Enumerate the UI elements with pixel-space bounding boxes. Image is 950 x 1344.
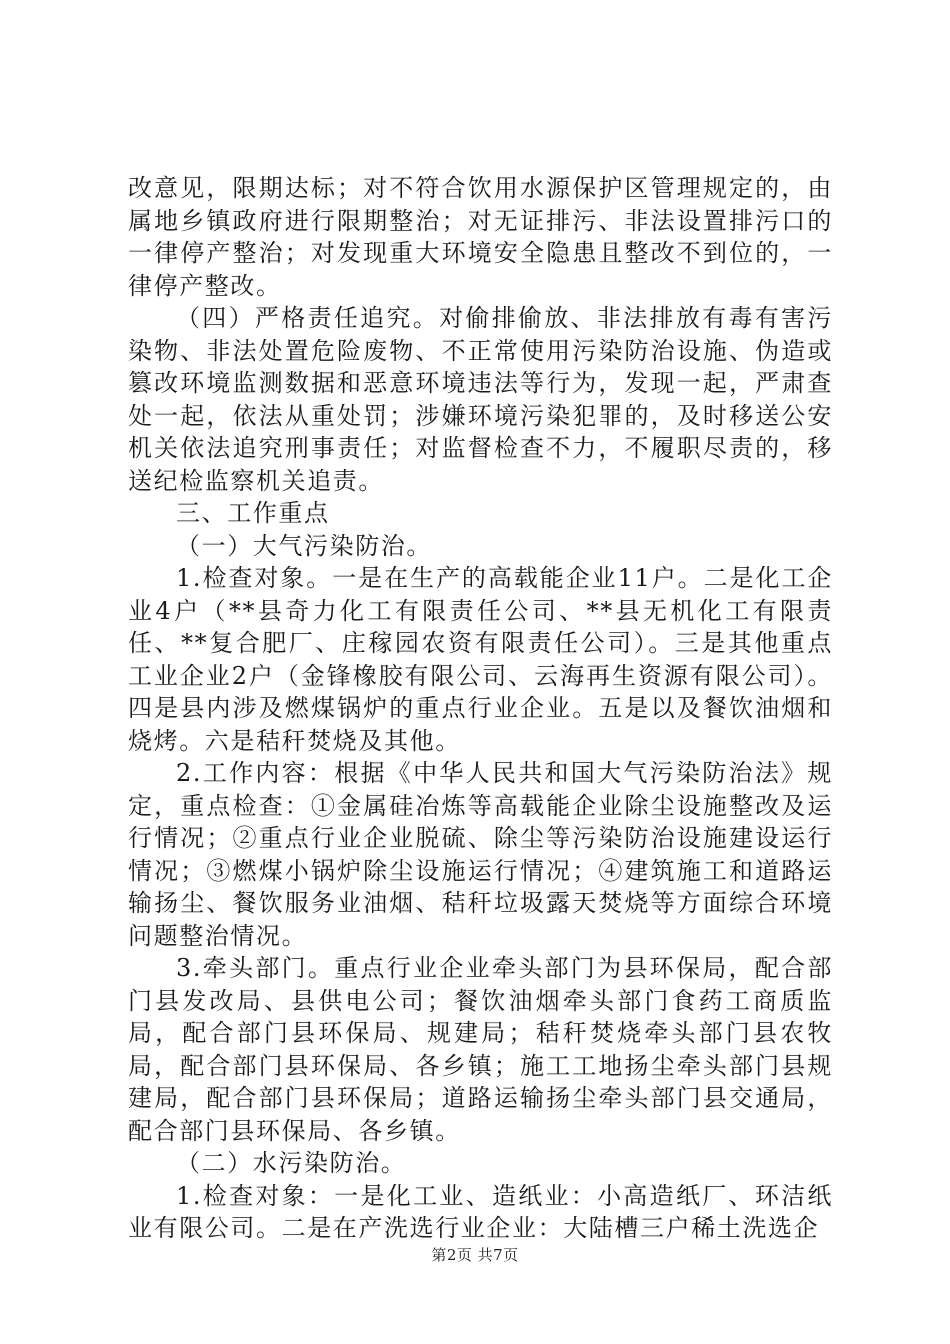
paragraph-continuation: 改意见，限期达标；对不符合饮用水源保护区管理规定的，由属地乡镇政府进行限期整治；对无证排污、非法设置排污口的一律停产整治；对发现重大环境安全隐患且整改不到位的，一律停产整改。: [128, 174, 833, 300]
page-footer: 第2页 共7页: [431, 1246, 519, 1264]
subsection-heading-air-pollution: （一）大气污染防治。: [176, 531, 432, 560]
paragraph-accountability: （四）严格责任追究。对偷排偷放、非法排放有毒有害污染物、非法处置危险废物、不正常使用污染防治设施、伪造或篡改环境监测数据和恶意环境违法等行为，发现一起，严肃查处一起，依法从重处罚；涉嫌环境污染犯罪的，及时移送公安机关依法追究刑事责任；对监督检查不力，不履职尽责的，移送纪检监察机关追责。: [128, 304, 833, 495]
document-body: [128, 172, 833, 1245]
paragraph-air-work-content: 2.工作内容：根据《中华人民共和国大气污染防治法》规定，重点检查：①金属硅冶炼等高载能企业除尘设施整改及运行情况；②重点行业企业脱硫、除尘等污染防治设施建设运行情况；③燃煤小锅炉除尘设施运行情况；④建筑施工和道路运输扬尘、餐饮服务业油烟、秸秆垃圾露天焚烧等方面综合环境问题整治情况。: [128, 759, 833, 950]
subsection-heading-water-pollution: （二）水污染防治。: [176, 1149, 407, 1177]
paragraph-water-inspection-targets: 1.检查对象：一是化工业、造纸业：小高造纸厂、环洁纸业有限公司。二是在产洗选行业企业：大陆槽三户稀土洗选企: [128, 1181, 833, 1242]
section-heading-work-focus: 三、工作重点: [176, 499, 330, 527]
paragraph-air-inspection-targets: 1.检查对象。一是在生产的高载能企业11户。二是化工企业4户（**县奇力化工有限责任公司、**县无机化工有限责任、**复合肥厂、庄稼园农资有限责任公司）。三是其他重点工业企业2户（金锋橡胶有限公司、云海再生资源有限公司）。四是县内涉及燃煤锅炉的重点行业企业。五是以及餐饮油烟和烧烤。六是秸秆焚烧及其他。: [128, 564, 833, 755]
paragraph-air-lead-departments: 3.牵头部门。重点行业企业牵头部门为县环保局，配合部门县发改局、县供电公司；餐饮油烟牵头部门食药工商质监局，配合部门县环保局、规建局；秸秆焚烧牵头部门县农牧局，配合部门县环保局、各乡镇；施工工地扬尘牵头部门县规建局，配合部门县环保局；道路运输扬尘牵头部门县交通局，配合部门县环保局、各乡镇。: [128, 954, 833, 1145]
